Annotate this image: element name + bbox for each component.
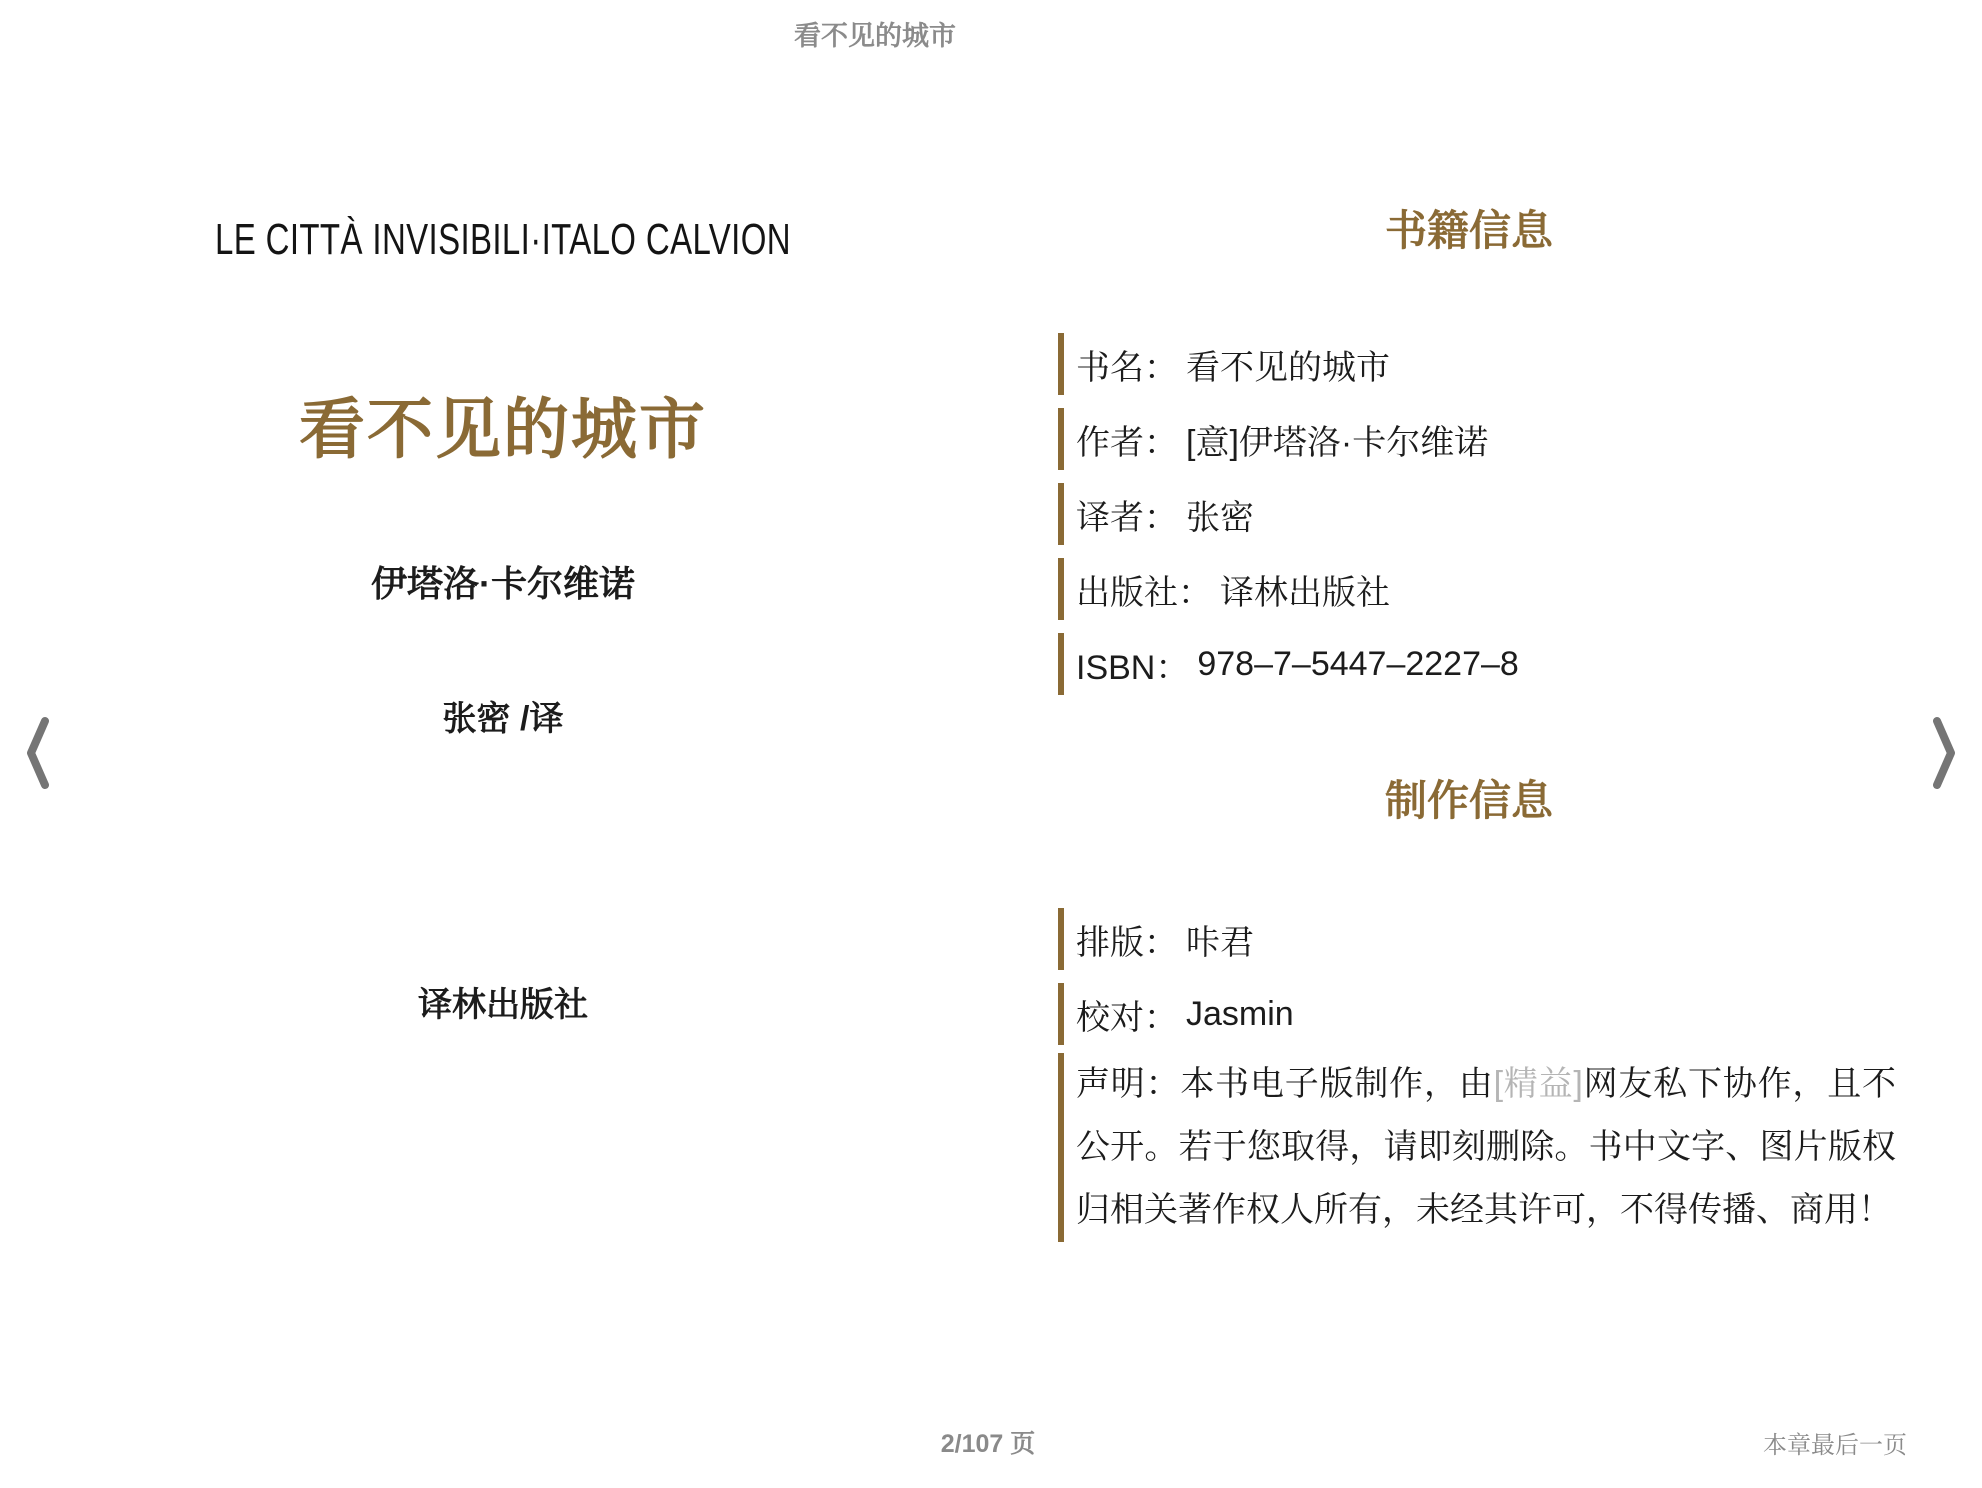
item-label: 译者： (1076, 498, 1178, 537)
book-title: 看不见的城市 (299, 392, 707, 466)
item-value: 咔君 (1186, 923, 1254, 962)
item-label: 书名： (1076, 348, 1178, 387)
cover-translator: 张密 /译 (442, 700, 564, 738)
item-label: 作者： (1076, 423, 1178, 462)
item-value: Jasmin (1186, 994, 1294, 1033)
next-page-button[interactable] (1914, 708, 1974, 798)
item-label: 出版社： (1076, 573, 1212, 612)
statement-label: 声明： (1076, 1065, 1181, 1103)
book-info-item-author (1058, 408, 1488, 470)
production-info-heading: 制作信息 (1384, 777, 1553, 824)
statement-text-after: 网友私下协作，且不公开。若于您取得，请即刻删除。书中文字、图片版权归相关著作权人所有，未经其许可，不得传播、商用！ (1076, 1065, 1897, 1229)
chapter-status: 本章最后一页 (1763, 1432, 1907, 1459)
book-info-item-publisher (1058, 558, 1390, 620)
book-info-item-translator (1058, 483, 1254, 545)
production-item-proofreading (1058, 983, 1294, 1045)
item-value: 译林出版社 (1220, 573, 1390, 612)
item-label: ISBN： (1076, 648, 1190, 687)
item-value: 张密 (1186, 498, 1254, 537)
item-value: 看不见的城市 (1186, 348, 1390, 387)
item-label: 排版： (1076, 923, 1178, 962)
series-title (0, 215, 1006, 264)
book-info-item-isbn (1058, 633, 1519, 695)
chevron-right-icon (1931, 716, 1957, 790)
page-indicator: 2/107 页 (940, 1430, 1036, 1458)
page-header-title: 看不见的城市 (794, 21, 956, 51)
item-label: 校对： (1076, 998, 1178, 1037)
production-item-typesetting (1058, 908, 1254, 970)
series-title-text: LE CITTÀ INVISIBILI·ITALO CALVION (215, 215, 791, 264)
item-value: [意]伊塔洛·卡尔维诺 (1186, 423, 1489, 462)
item-value: 978–7–5447–2227–8 (1197, 644, 1519, 683)
statement-highlight: [精益] (1493, 1065, 1583, 1103)
info-column (1058, 0, 1897, 1488)
book-info-heading: 书籍信息 (1384, 207, 1553, 254)
statement-text-before: 本书电子版制作，由 (1180, 1065, 1494, 1103)
book-info-item-title (1058, 333, 1390, 395)
cover-author: 伊塔洛·卡尔维诺 (371, 563, 635, 604)
statement-paragraph (1058, 1053, 1896, 1242)
cover-publisher: 译林出版社 (418, 986, 588, 1024)
